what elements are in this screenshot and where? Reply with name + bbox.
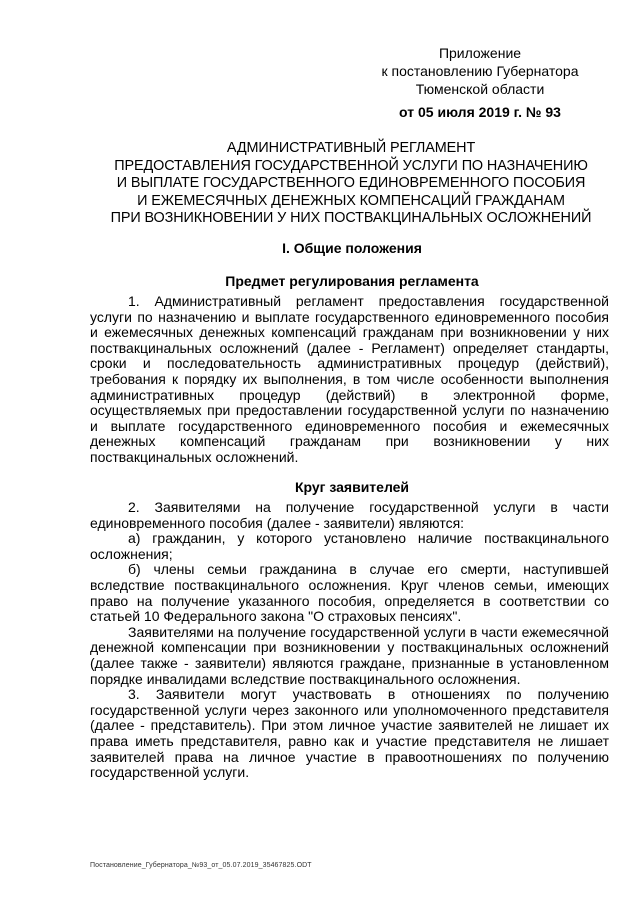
title-line: ПРИ ВОЗНИКНОВЕНИИ У НИХ ПОСТВАКЦИНАЛЬНЫХ ОСЛОЖНЕНИЙ: [110, 210, 592, 226]
paragraph-1-text: 1. Административный регламент предоставления государственной услуги по назначению и выплате государственного единовременного пособия и ежемесячных денежных компенсаций гражданам при возникновении у них поствакцинальных осложнений (далее - Регламент) определяет стандарты, сроки и последовательность административных процедур (действий), требования к порядку их выполнения, в том числе особенности выполнения административных процедур (действий) в электронной форме, осуществляемых при предоставлении государственной услуги по назначению и выплате государственного единовременного пособия и ежемесячных денежных компенсаций гражданам при возникновении у них поствакцинальных осложнений.: [90, 293, 609, 465]
paragraph-1: [90, 294, 609, 466]
paragraph-2b: [90, 562, 609, 624]
appendix-label: Приложение: [438, 45, 522, 61]
applicants-block: [90, 500, 609, 781]
subheading-regulation: Предмет регулирования регламента: [225, 273, 479, 289]
paragraph-2a: [90, 531, 609, 562]
document-title: [100, 140, 602, 228]
title-line: И ЕЖЕМЕСЯЧНЫХ ДЕНЕЖНЫХ КОМПЕНСАЦИЙ ГРАЖДАНАМ: [137, 192, 565, 209]
paragraph-2c: [90, 625, 609, 687]
section-heading: I. Общие положения: [282, 240, 422, 256]
subheading-applicants: Круг заявителей: [294, 479, 410, 495]
paragraph-2c-text: Заявителями на получение государственной услуги в части ежемесячной денежной компенсации при возникновении у поствакцинальных осложнений (далее также - заявители) являются граждане, признанные в установленном порядке инвалидами вследствие поствакцинального осложнения.: [90, 623, 609, 687]
paragraph-2-text: 2. Заявителями на получение государственной услуги в части единовременного пособия (далее - заявители) являются:: [90, 499, 609, 531]
file-footer: Постановление_Губернатора_№93_от_05.07.2019_35467825.ODT: [90, 862, 312, 869]
appendix-block: [360, 44, 600, 121]
paragraph-2a-text: а) гражданин, у которого установлено наличие поствакцинального осложнения;: [90, 530, 609, 562]
paragraph-3-text: 3. Заявители могут участвовать в отношениях по получению государственной услуги через законного или уполномоченного представителя (далее - представитель). При этом личное участие заявителей не лишает их права иметь представителя, равно как и участие представителя не лишает заявителей права на личное участие в правоотношениях по получению государственной услуги.: [90, 686, 609, 781]
title-line: И ВЫПЛАТЕ ГОСУДАРСТВЕННОГО ЕДИНОВРЕМЕННОГО ПОСОБИЯ: [116, 175, 586, 191]
paragraph-2: [90, 500, 609, 531]
appendix-reference: к постановлению Губернатора: [381, 63, 579, 79]
title-line: АДМИНИСТРАТИВНЫЙ РЕГЛАМЕНТ: [226, 140, 476, 156]
paragraph-2b-text: б) члены семьи гражданина в случае его смерти, наступившей вследствие поствакцинального осложнения. Круг членов семьи, имеющих право на получение указанного пособия, определяется в соответствии со статьей 10 Федерального закона "О страховых пенсиях".: [90, 561, 609, 625]
title-line: ПРЕДОСТАВЛЕНИЯ ГОСУДАРСТВЕННОЙ УСЛУГИ ПО НАЗНАЧЕНИЮ: [114, 157, 588, 174]
appendix-date: от 05 июля 2019 г. № 93: [399, 104, 561, 120]
paragraph-3: [90, 687, 609, 781]
appendix-region: Тюменской области: [415, 81, 545, 97]
